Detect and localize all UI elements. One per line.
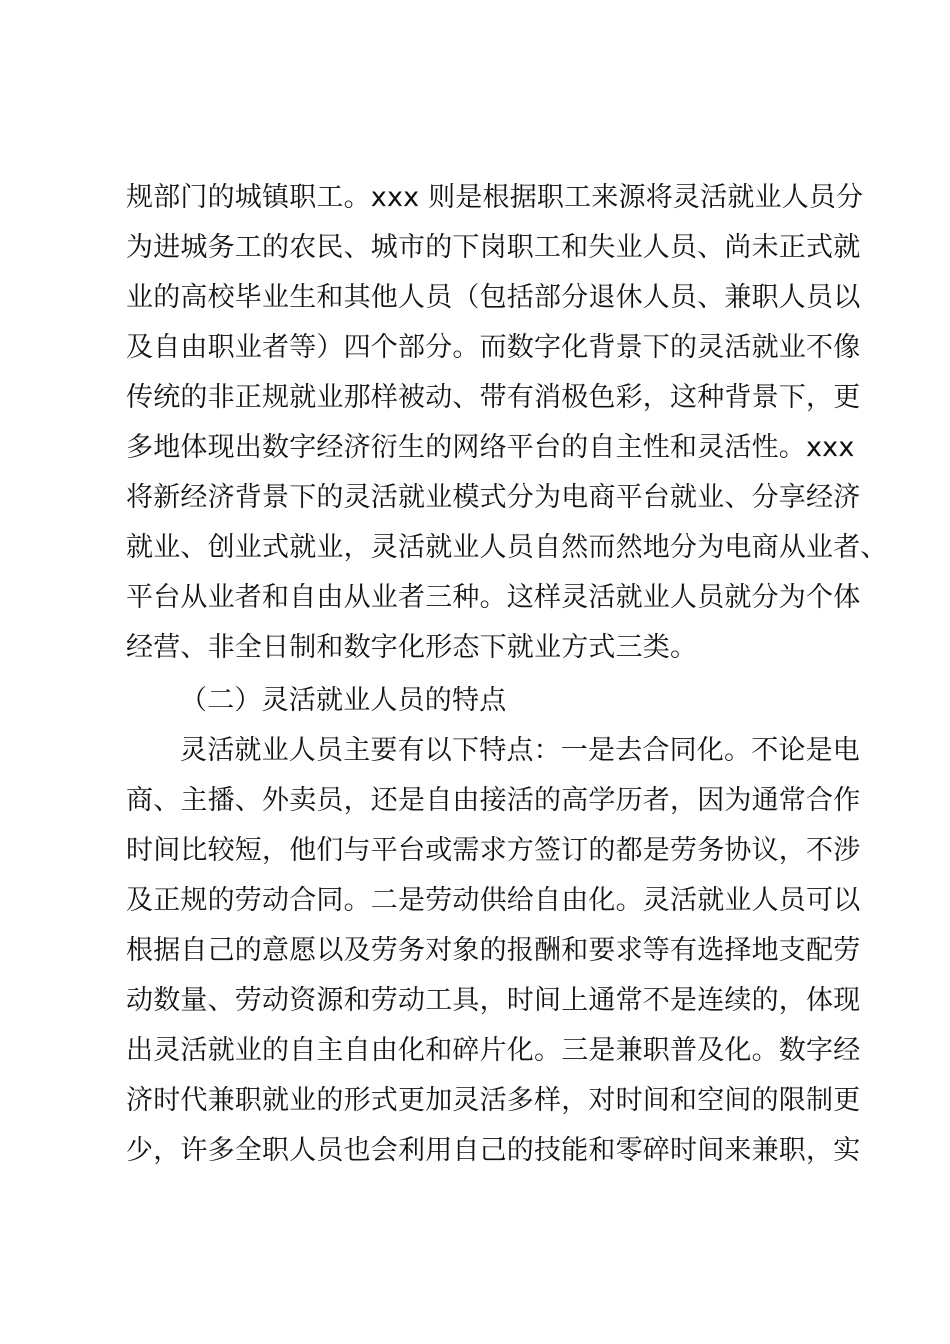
- paragraph-1-line-10: 经营、非全日制和数字化形态下就业方式三类。: [126, 632, 698, 663]
- paragraph-2-line-5: 根据自己的意愿以及劳务对象的报酬和要求等有选择地支配劳: [126, 935, 861, 966]
- paragraph-2-line-7: 出灵活就业的自主自由化和碎片化。三是兼职普及化。数字经: [126, 1035, 861, 1066]
- paragraph-2-line-9: 少，许多全职人员也会利用自己的技能和零碎时间来兼职，实: [126, 1135, 861, 1166]
- paragraph-1-line-7: 将新经济背景下的灵活就业模式分为电商平台就业、分享经济: [126, 482, 861, 513]
- section-heading: （二）灵活就业人员的特点: [180, 685, 507, 716]
- paragraph-2-line-3: 时间比较短，他们与平台或需求方签订的都是劳务协议，不涉: [126, 835, 861, 866]
- paragraph-1-line-9: 平台从业者和自由从业者三种。这样灵活就业人员就分为个体: [126, 582, 861, 613]
- paragraph-1-line-6: 多地体现出数字经济衍生的网络平台的自主性和灵活性。xxx: [126, 432, 855, 463]
- paragraph-2-line-6: 动数量、劳动资源和劳动工具，时间上通常不是连续的，体现: [126, 985, 861, 1016]
- paragraph-2-line-1: 灵活就业人员主要有以下特点：一是去合同化。不论是电: [180, 735, 860, 766]
- paragraph-1-line-3: 业的高校毕业生和其他人员（包括部分退休人员、兼职人员以: [126, 282, 861, 313]
- paragraph-2-line-2: 商、主播、外卖员，还是自由接活的高学历者，因为通常合作: [126, 785, 861, 816]
- paragraph-2-line-4: 及正规的劳动合同。二是劳动供给自由化。灵活就业人员可以: [126, 885, 861, 916]
- paragraph-2-line-8: 济时代兼职就业的形式更加灵活多样，对时间和空间的限制更: [126, 1085, 861, 1116]
- paragraph-1-line-1: 规部门的城镇职工。xxx 则是根据职工来源将灵活就业人员分: [126, 182, 864, 213]
- paragraph-1-line-4: 及自由职业者等）四个部分。而数字化背景下的灵活就业不像: [126, 332, 861, 363]
- paragraph-1-line-5: 传统的非正规就业那样被动、带有消极色彩，这种背景下，更: [126, 382, 861, 413]
- paragraph-1-line-2: 为进城务工的农民、城市的下岗职工和失业人员、尚未正式就: [126, 232, 861, 263]
- paragraph-1-line-8: 就业、创业式就业，灵活就业人员自然而然地分为电商从业者、: [126, 532, 888, 563]
